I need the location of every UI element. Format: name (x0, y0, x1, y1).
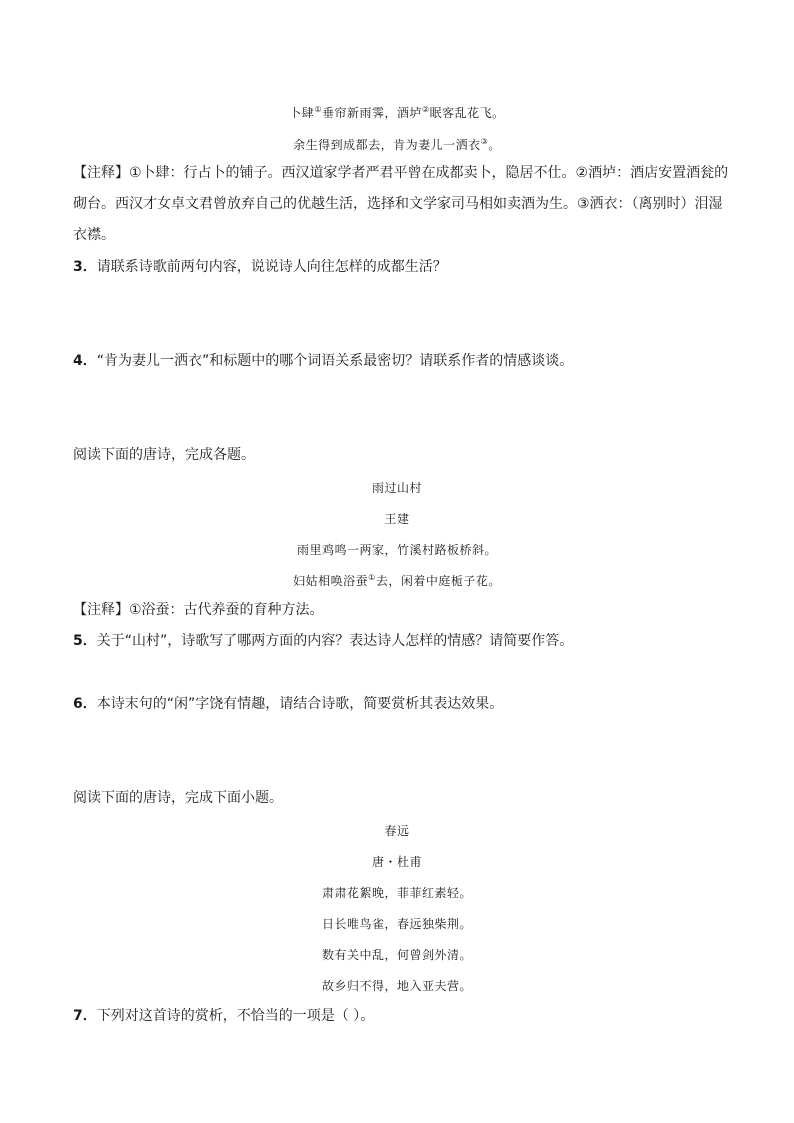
question-6 (73, 689, 733, 720)
section2-intro: 阅读下面的唐诗，完成各题。 (73, 447, 255, 463)
poem1-line-1-part-1: 卜肆 (289, 106, 315, 120)
poem1-note: 【注释】①卜肆：行占卜的铺子。西汉道家学者严君平曾在成都卖卜，隐居不仕。②酒垆：酒店安置酒瓮的砌台。西汉才女卓文君曾放弃自己的优越生活，选择和文学家司马相如卖酒为生。③洒衣：（离别时）泪湿衣襟。 (73, 165, 729, 243)
question-4-number: 4． (73, 353, 97, 369)
poem2-line-2 (0, 572, 794, 589)
poem3-author: 唐・杜甫 (371, 855, 422, 869)
poem3-line-3: 数有关中乱，何曾剑外清。 (321, 948, 472, 962)
poem2-author: 王建 (384, 512, 410, 526)
poem2-line-2-part-1: 妇姑相唤浴蚕 (293, 574, 369, 588)
poem3-line-2: 日长唯鸟雀，春远独柴荆。 (321, 917, 472, 931)
poem1-line-1-part-2: 垂帘新雨霁，酒垆 (321, 106, 422, 120)
question-7 (73, 1001, 733, 1032)
footnote-mark-3: ③ (480, 137, 489, 146)
poem2-line-1: 雨里鸡鸣一两家，竹溪村路板桥斜。 (296, 543, 497, 557)
question-5 (73, 626, 733, 657)
footnote-mark-2: ② (422, 105, 430, 114)
footnote-mark-yucan: ① (368, 573, 376, 582)
question-3-number: 3． (73, 259, 97, 275)
question-4 (73, 346, 733, 377)
question-4-text: “肯为妻儿一洒衣”和标题中的哪个词语关系最密切？请联系作者的情感谈谈。 (96, 353, 574, 369)
question-5-text: 关于“山村”，诗歌写了哪两方面的内容？表达诗人怎样的情感？请简要作答。 (96, 633, 574, 649)
question-5-number: 5． (73, 633, 97, 649)
footnote-mark-1: ① (314, 105, 322, 114)
question-6-text: 本诗末句的“闲”字饶有情趣，请结合诗歌，简要赏析其表达效果。 (96, 696, 504, 712)
poem3-line-4: 故乡归不得，地入亚夫营。 (321, 979, 472, 993)
section3-intro: 阅读下面的唐诗，完成下面小题。 (73, 790, 283, 806)
poem3-title: 春远 (384, 824, 410, 838)
question-3 (73, 252, 733, 283)
poem2-note: 【注释】①浴蚕：古代养蚕的育种方法。 (73, 602, 324, 618)
poem2-line-2-part-2: 去，闲着中庭栀子花。 (375, 574, 501, 588)
poem1-line-1-part-3: 眠客乱花飞。 (429, 106, 505, 120)
poem1-line-2-part-2: 。 (488, 138, 501, 152)
poem1-line-2 (0, 136, 794, 153)
question-3-text: 请联系诗歌前两句内容，说说诗人向往怎样的成都生活？ (96, 259, 447, 275)
question-7-number: 7． (73, 1008, 97, 1024)
question-7-text: 下列对这首诗的赏析，不恰当的一项是（ ）。 (96, 1008, 375, 1024)
poem3-line-1: 肃肃花絮晚，菲菲红素轻。 (321, 886, 472, 900)
poem1-line-1 (0, 104, 794, 121)
poem1-line-2-part-1: 余生得到成都去，肯为妻儿一洒衣 (293, 138, 481, 152)
question-6-number: 6． (73, 696, 97, 712)
poem2-title: 雨过山村 (371, 481, 422, 495)
